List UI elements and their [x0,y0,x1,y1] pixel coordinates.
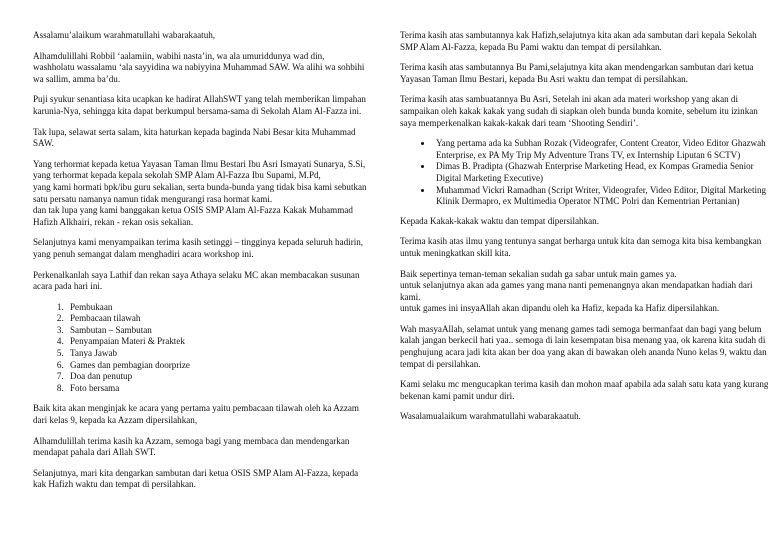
agenda-item: 2. Pembacaan tilawah [66,313,368,325]
team-member-item: • Yang pertama ada ka Subhan Rozak (Videografer, Content Creator, Video Editor Ghazwah Enterprise, ex PA My Trip My Adventure Trans TV, ex Internship Liputan 6 SCTV) [433,138,768,161]
agenda-item: 8. Foto bersama [66,383,368,395]
left-column [33,30,368,500]
agenda-item: 4. Penyampaian Materi & Praktek [66,336,368,348]
agenda-item: 7. Doa dan penutup [66,371,368,383]
congrats-paragraph: Wah masyaAllah, selamat untuk yang menang games tadi semoga bermanfaat dan bagi yang belum kalah jangan berkecil hati yaa.. semoga di lain kesempatan bisa menang yaa, ok karena kita sudah di penghujung acara jadi kita akan ber doa yang akan di bawakan oleh ananda Nuno kelas 9, waktu dan tempat di persilahkan. [400,323,767,369]
team-member-item: • Muhammad Vickri Ramadhan (Script Writer, Videografer, Video Editor, Digital Marketing Klinik Dermapro, ex Multimedia Operator NTMC Polri dan Kementrian Pertanian) [433,185,768,208]
thanks-azzam-paragraph: Alhamdulillah terima kasih ka Azzam, semoga bagi yang membaca dan mendengarkan mendapat pahala dari Allah SWT. [33,435,350,458]
farewell-paragraph: Wasalamualaikum warahmatullahi wabarakaatuh. [400,411,581,422]
thanks-knowledge-paragraph: Terima kasih atas ilmu yang tentunya sangat berharga untuk kita dan semoga kita bisa kembangkan untuk meningkatkan skill kita. [400,236,762,258]
welcome-paragraph: Selanjutnya kami menyampaikan terima kasih setinggi – tingginya kepada seluruh hadirin, yang penuh semangat dalam menghadiri acara workshop ini. [33,237,364,259]
thanks-asri-paragraph: Terima kasih atas sambuatannya Bu Asri, Setelah ini akan ada materi workshop yang akan di sampaikan oleh kakak kakak yang sudah di siapkan oleh bunda bunda komite, sebelum itu izinkan saya memperkenalkan kakak-kakak dari team ‘Shooting Sendiri’. [400,94,758,128]
right-column [400,30,768,432]
agenda-item: 3. Sambutan – Sambutan [66,325,368,337]
shalawat-paragraph: Tak lupa, selawat serta salam, kita haturkan kepada baginda Nabi Besar kita Muhammad SAW. [33,126,356,149]
honored-guests-paragraph: Yang terhormat kepada ketua Yayasan Taman Ilmu Bestari Ibu Asri Ismayati Sunarya, S.Si, yang terhormat kepada kepala sekolah SMP Alam Al-Fazza Ibu Supami, M.Pd, yang kami hormati bpk/ibu guru sekalian, serta bunda-bunda yang tidak bisa kami sebutkan satu persatu namanya namun tidak mengurangi rasa hormat kami. dan tak lupa yang kami banggakan ketua OSIS SMP Alam Al-Fazza Kakak Muhammad Hafizh Alkhairi, rekan - rekan osis sekalian. [33,158,367,227]
greeting-paragraph: Assalamu’alaikum warahmatullahi wabarakaatuh, [33,30,216,40]
agenda-list [33,302,368,395]
osis-speech-paragraph: Selanjutnya, mari kita dengarkan sambutan dari ketua OSIS SMP Alam Al-Fazza, kepada kak Hafizh waktu dan tempat di persilahkan. [33,467,359,490]
hamdalah-paragraph: Alhamdulillahi Robbil ‘aalamiin, wabihi nasta’in, wa ala umuriddunya wad din, washholatu wassalamu ‘ala sayyidina wa nabiyyina Muhammad SAW. Wa alihi wa sohbihi wa sallim, amma ba’du. [33,50,365,84]
team-list [400,138,768,208]
thanks-hafizh-paragraph: Terima kasih atas sambutannya kak Hafizh,selajutnya kita akan ada sambutan dari kepala Sekolah SMP Alam Al-Fazza, kepada Bu Pami waktu dan tempat di persilahkan. [400,30,757,52]
gratitude-paragraph: Puji syukur senantiasa kita ucapkan ke hadirat AllahSWT yang telah memberikan limpahan karunia-Nya, sehingga kita dapat berkumpul bersama-sama di Sekolah Alam Al-Fazza ini. [33,94,366,116]
thanks-pami-paragraph: Terima kasih atas sambutannya Bu Pami,selajutnya kita akan mendengarkan sambutan dari ketua Yayasan Taman Ilmu Bestari, kepada Bu Asri waktu dan tempat di persilahkan. [400,62,754,84]
closing-paragraph: Kami selaku mc mengucapkan terima kasih dan mohon maaf apabila ada salah satu kata yang kurang bekenan kami pamit undur diri. [400,379,768,401]
agenda-item: 6. Games dan pembagian doorprize [66,360,368,372]
invite-paragraph: Kepada Kakak-kakak waktu dan tempat dipersilahkan. [400,215,599,226]
agenda-item: 5. Tanya Jawab [66,348,368,360]
mc-intro-paragraph: Perkenalkanlah saya Lathif dan rekan saya Athaya selaku MC akan membacakan susunan acara pada hari ini. [33,269,360,292]
agenda-item: 1. Pembukaan [66,302,368,314]
tilawah-paragraph: Baik kita akan menginjak ke acara yang pertama yaitu pembacaan tilawah oleh ka Azzam dari kelas 9, kepada ka Azzam dipersilahkan, [33,403,359,426]
team-member-item: • Dimas B. Pradipta (Ghazwah Enterprise Marketing Head, ex Kompas Gramedia Senior Digital Marketing Executive) [433,161,768,184]
games-paragraph: Baik sepertinya teman-teman sekalian sudah ga sabar untuk main games ya. untuk selanjutnya akan ada games yang mana nanti pemenangnya akan mendapatkan hadiah dari kami. untuk games ini insyaAllah akan dipandu oleh ka Hafiz, kepada ka Hafiz dipersilahkan. [400,268,753,314]
